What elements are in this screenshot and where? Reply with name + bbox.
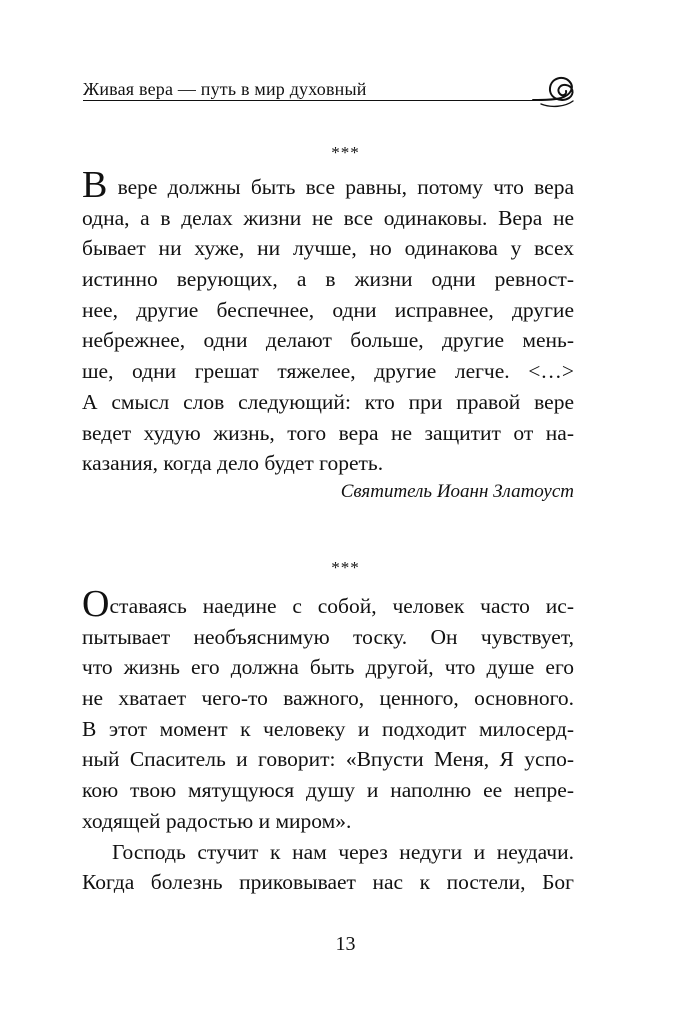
text-line: истинно верующих, а в жизни одни ревност-: [82, 267, 574, 292]
text-line: что жизнь его должна быть другой, что душе его: [82, 655, 574, 680]
text-line: не хватает чего-то важного, ценного, основного.: [82, 686, 574, 711]
text-line: В вере должны быть все равны, потому что вера: [82, 164, 574, 206]
swirl-ornament-icon: [531, 74, 579, 114]
text-line: нее, другие беспечнее, одни исправнее, другие: [82, 297, 574, 322]
quote-attribution: Святитель Иоанн Златоуст: [340, 481, 574, 502]
text-line: пытывает необъяснимую тоску. Он чувствует,: [82, 624, 574, 649]
drop-cap: В: [82, 164, 108, 206]
running-header: [83, 74, 583, 114]
paragraph-1: [82, 164, 574, 479]
drop-cap: О: [82, 583, 110, 625]
text-line: ный Спаситель и говорит: «Впусти Меня, Я успо-: [82, 747, 574, 772]
section-separator-2: ***: [331, 558, 360, 577]
text-line: небрежнее, одни делают больше, другие мень-: [82, 328, 574, 353]
paragraph-2: [82, 583, 574, 898]
header-rule: [83, 100, 539, 101]
section-separator-1: ***: [331, 143, 360, 162]
text-line: ведет худую жизнь, того вера не защитит от на-: [82, 420, 574, 445]
text-line: Когда болезнь приковывает нас к постели, Бог: [82, 870, 574, 895]
running-title: Живая вера — путь в мир духовный: [83, 79, 367, 99]
text-line: казания, когда дело будет гореть.: [82, 451, 384, 476]
text-line: В этот момент к человеку и подходит милосерд-: [82, 716, 574, 741]
text-line: ходящей радостью и миром».: [82, 808, 352, 833]
text-line: бывает ни хуже, ни лучше, но одинакова у всех: [82, 236, 574, 261]
text-line: Господь стучит к нам через недуги и неудачи.: [112, 839, 574, 864]
text-line: кою твою мятущуюся душу и наполню ее непре-: [82, 778, 574, 803]
text-line: А смысл слов следующий: кто при правой вере: [82, 389, 574, 414]
text-line: одна, а в делах жизни не все одинаковы. Вера не: [82, 205, 574, 230]
text-line: ше, одни грешат тяжелее, другие легче. <…>: [82, 359, 574, 384]
page-number: 13: [335, 933, 356, 955]
text-line: Оставаясь наедине с собой, человек часто ис-: [82, 583, 574, 625]
